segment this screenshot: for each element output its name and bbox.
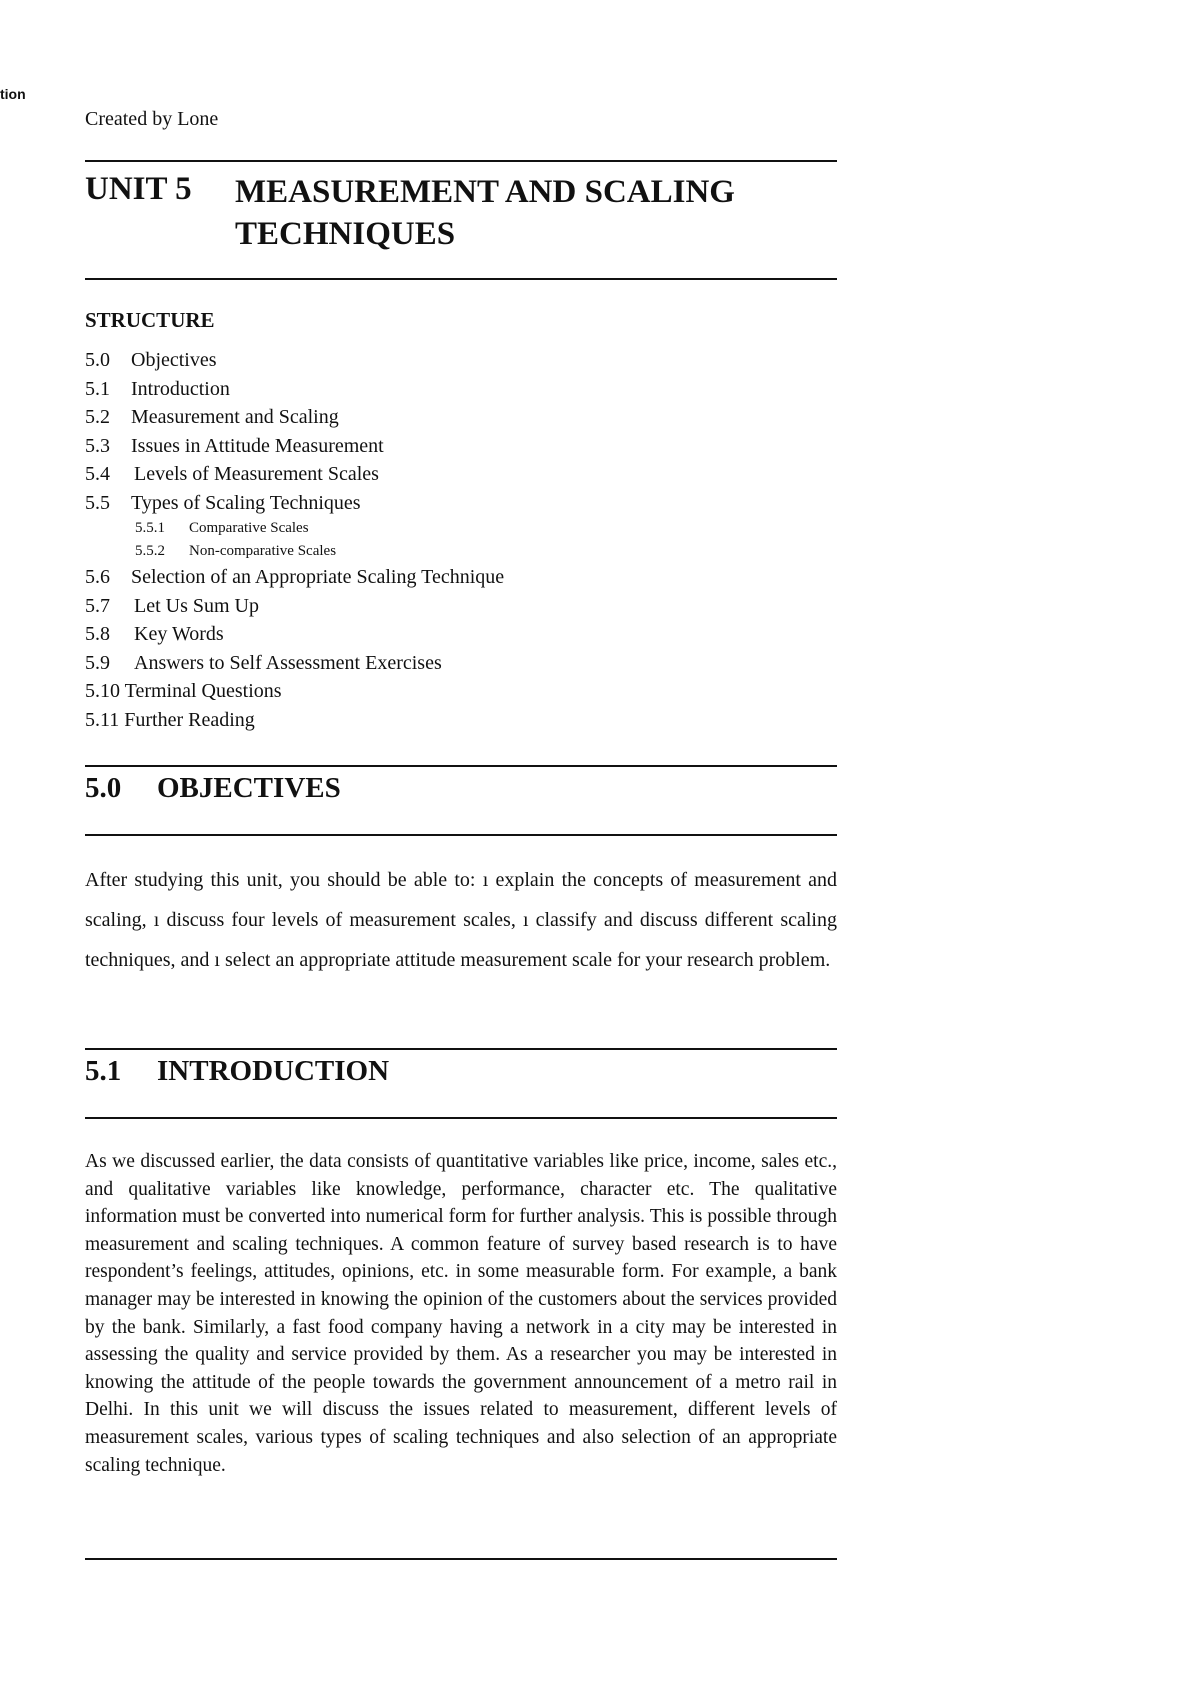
objectives-paragraph: After studying this unit, you should be able to: ı explain the concepts of measurement and scaling, ı discuss four levels of measurement scales, ı classify and discuss different scaling techniques, and ı select an appropriate attitude measurement scale for your research problem. — [85, 869, 837, 971]
toc-item — [85, 677, 504, 706]
toc-item-label: Types of Scaling Techniques — [131, 491, 361, 514]
unit-title-line-2: TECHNIQUES — [235, 216, 456, 252]
toc-item-label: Non-comparative Scales — [189, 543, 337, 559]
divider-rule — [85, 765, 837, 767]
toc-item — [85, 432, 504, 461]
section-title: OBJECTIVES — [157, 772, 341, 804]
toc-subitem — [85, 517, 504, 540]
introduction-heading — [85, 1055, 389, 1088]
toc-item-number: 5.4 — [85, 463, 110, 485]
toc-item-number: 5.5.1 — [135, 520, 165, 536]
divider-rule — [85, 1117, 837, 1119]
toc-item-label: Measurement and Scaling — [131, 406, 339, 428]
unit-title-line-1: MEASUREMENT AND SCALING — [235, 174, 735, 210]
toc-item-number: 5.5 — [85, 491, 110, 514]
section-number: 5.1 — [85, 1055, 122, 1087]
toc-item-number: 5.9 — [85, 651, 110, 674]
toc-item — [85, 592, 504, 621]
toc-item-number: 5.0 — [85, 349, 110, 371]
structure-heading: STRUCTURE — [85, 308, 215, 332]
toc-item — [85, 346, 504, 375]
toc-item-number: 5.5.2 — [135, 543, 165, 559]
objectives-heading — [85, 772, 341, 805]
toc-item — [85, 620, 504, 649]
toc-item-label: Let Us Sum Up — [134, 594, 259, 617]
section-number: 5.0 — [85, 772, 122, 804]
divider-rule — [85, 1558, 837, 1560]
toc-item-label: Comparative Scales — [189, 520, 309, 536]
toc-item-label: Objectives — [131, 349, 217, 371]
divider-rule — [85, 834, 837, 836]
divider-rule — [85, 160, 837, 162]
toc-item-label: Introduction — [131, 377, 230, 400]
toc-item-number: 5.11 — [85, 708, 120, 731]
toc-item-label: Further Reading — [124, 708, 255, 731]
toc-item-label: Issues in Attitude Measurement — [131, 434, 384, 457]
toc-item — [85, 489, 504, 518]
created-by-text: Created by Lone — [85, 108, 219, 130]
toc-item-number: 5.7 — [85, 594, 110, 617]
toc-item-number: 5.6 — [85, 566, 110, 588]
unit-title — [235, 171, 835, 255]
toc-item-number: 5.3 — [85, 434, 110, 457]
toc-subitem — [85, 540, 504, 563]
section-title: INTRODUCTION — [157, 1055, 390, 1087]
toc-item — [85, 563, 504, 592]
toc-item — [85, 375, 504, 404]
toc-item-number: 5.1 — [85, 377, 110, 400]
toc-item — [85, 706, 504, 735]
toc-item-label: Terminal Questions — [124, 680, 282, 702]
toc-item-label: Answers to Self Assessment Exercises — [134, 651, 442, 674]
toc-item — [85, 460, 504, 489]
structure-list — [85, 346, 504, 734]
introduction-paragraph: As we discussed earlier, the data consists of quantitative variables like price, income, sales etc., and qualitative variables like knowledge, performance, character etc. The qualitative information must be converted into numerical form for further analysis. This is possible through measurement and scaling techniques. A common feature of survey based research is to have respondent’s feelings, attitudes, opinions, etc. in some measurable form. For example, a bank manager may be interested in knowing the opinion of the customers about the services provided by the bank. Similarly, a fast food company having a network in a city may be interested in assessing the quality and service provided by them. As a researcher you may be interested in knowing the attitude of the people towards the government announcement of a metro rail in Delhi. In this unit we will discuss the issues related to measurement, different levels of measurement scales, various types of scaling techniques and also selection of an appropriate scaling technique. — [85, 1151, 837, 1476]
toc-item-label: Levels of Measurement Scales — [134, 463, 379, 485]
toc-item — [85, 403, 504, 432]
toc-item-label: Key Words — [134, 623, 224, 645]
toc-item-number: 5.2 — [85, 406, 110, 428]
page-corner-label: tion — [0, 86, 26, 102]
toc-item-number: 5.8 — [85, 623, 110, 645]
divider-rule — [85, 1048, 837, 1050]
toc-item-number: 5.10 — [85, 680, 120, 702]
unit-number: UNIT 5 — [85, 171, 192, 207]
divider-rule — [85, 278, 837, 280]
toc-item-label: Selection of an Appropriate Scaling Technique — [131, 566, 505, 588]
toc-item — [85, 649, 504, 678]
